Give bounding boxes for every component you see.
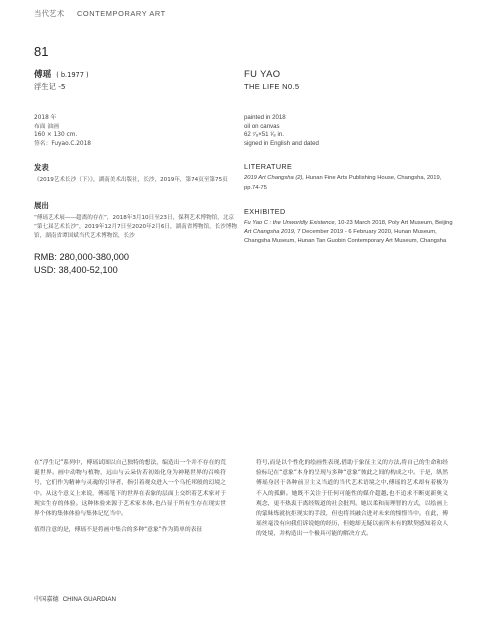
literature-heading-en: LITERATURE	[244, 162, 293, 172]
exhibition-detail-en: 10-23 March 2018, Poly Art Museum, Beijing	[336, 219, 453, 226]
literature-en	[244, 174, 454, 192]
year-cn: 2018 年	[34, 115, 57, 121]
chinese-catalog-entry	[34, 68, 244, 276]
medium-en: oil on canvas	[244, 122, 280, 130]
exhibition-item-cn: “第七届艺术长沙”，2019年12月7日至2020年2月6日，湖南省博物馆，长沙博物馆，湖南省谭国斌当代艺术博物馆，长沙	[34, 223, 238, 239]
artwork-details-en	[244, 114, 454, 148]
literature-title-en: 2019 Art Changsha (2),	[244, 175, 305, 182]
artwork-title-en: THE LIFE N0.5	[244, 82, 300, 91]
literature-heading-cn: 发表	[34, 163, 49, 173]
essay-column-left	[34, 458, 226, 541]
artist-name-cn	[34, 68, 244, 80]
page-footer	[34, 594, 116, 603]
size-cn: 160 × 130 cm.	[34, 132, 78, 139]
signature-cn: 签名：Fuyao.C.2018	[34, 140, 91, 147]
section-title-cn: 当代艺术	[34, 9, 65, 18]
exhibited-heading-en: EXHIBITED	[244, 206, 286, 216]
literature-publisher-en: Hunan Fine Arts Publishing House, Changsha, 2019, pp.74-75	[244, 175, 442, 191]
signature-en: signed in English and dated	[244, 139, 319, 147]
size-en: 62 ⁷⁄₈×51 ¹⁄₈ in.	[244, 131, 284, 139]
publisher-cn: 中国嘉德	[34, 596, 59, 603]
artist-years: ( b.1977 )	[56, 71, 89, 79]
estimate-rmb: RMB: 280,000-380,000	[34, 252, 130, 263]
essay-paragraph: 符号,而是以个性化的绘画性表现,借助于象征主义的方法,将自己的生命和经验标记在“意象”本身的呈现与多种“意象”彼此之间的构成之中。于是，纵然傅瑶身居于各种前卫主义当道的当代艺术语境之中,傅瑶的艺术却有着极为不入的孤僻。她既不关注于任何可能性的媒介超越,也不追求不断更新奥义观念，更不热衷于离经叛道的社会批判。她以柔和而理智的方式，以绘画上的蒙昧炼就抗拒现实的手段，但也将其融合进对未来的憧憬当中。在此，傅瑶丝毫没有向我们诉说她的经历，但她却无疑以前所未有的默契感知着众人的处境，并构造出一个极具可能的解决方式。	[256, 460, 448, 538]
essay-paragraph: 值得注意的是，傅瑶不是将画中集合的多种“意象”作为简单的表征	[34, 527, 203, 534]
medium-cn: 布面 油画	[34, 123, 60, 130]
exhibition-item-cn: “傅瑶艺术展——超离的存在”，2018年3月10日至23日，保利艺术博物馆，北京	[34, 214, 235, 221]
english-catalog-entry	[244, 68, 454, 246]
essay-paragraph: 在“浮生记”系列中，傅瑶试图以自己独特的想法，编造出一个并不存在的荒诞世界。画中动物与植物，远山与云朵仿若初始化身为神秘世界的召唤符号，它们作为精神与灵魂的引导者，指引着观众进入一个乌托邦般的幻境之中。从这个意义上来说，傅瑶笔下的世界在表象的层面上交织着艺术家对于现实生存的体验。这种体验来源于艺术家本体,也凸显于所有生存在现实世界个体的集体体验与集体记忆当中。	[34, 460, 226, 518]
exhibition-item-en	[244, 228, 454, 246]
section-title-en: CONTEMPORARY ART	[76, 9, 166, 18]
page-header	[34, 8, 166, 19]
artwork-details-cn	[34, 114, 244, 148]
estimate-usd: USD: 38,400-52,100	[34, 264, 118, 275]
exhibition-item-en	[244, 219, 454, 228]
essay-column-right	[256, 458, 448, 546]
literature-cn: 《2019艺术长沙（下）》，湖南美术出版社，长沙，2019年，第74页至第75页	[34, 177, 228, 184]
exhibition-title-en: Fu Yao C : the Unworldly Existence,	[244, 219, 337, 226]
artist-name-en: FU YAO	[244, 68, 281, 79]
exhibition-detail-en: 7 December 2019 - 6 February 2020, Hunan Museum, Changsha Museum, Hunan Tan Guobin Contemporary Art Museum, Changsha	[244, 228, 447, 245]
painted-year-en: painted in 2018	[244, 114, 286, 121]
artist-name: 傅瑶	[34, 70, 52, 80]
exhibition-title-en: Art Changsha 2019,	[244, 228, 296, 235]
estimate	[34, 251, 244, 276]
artwork-title-cn: 浮生记 -5	[34, 82, 66, 91]
lot-number: 81	[34, 44, 49, 59]
exhibited-heading-cn: 展出	[34, 200, 49, 210]
publisher-en: CHINA GUARDIAN	[62, 596, 117, 603]
